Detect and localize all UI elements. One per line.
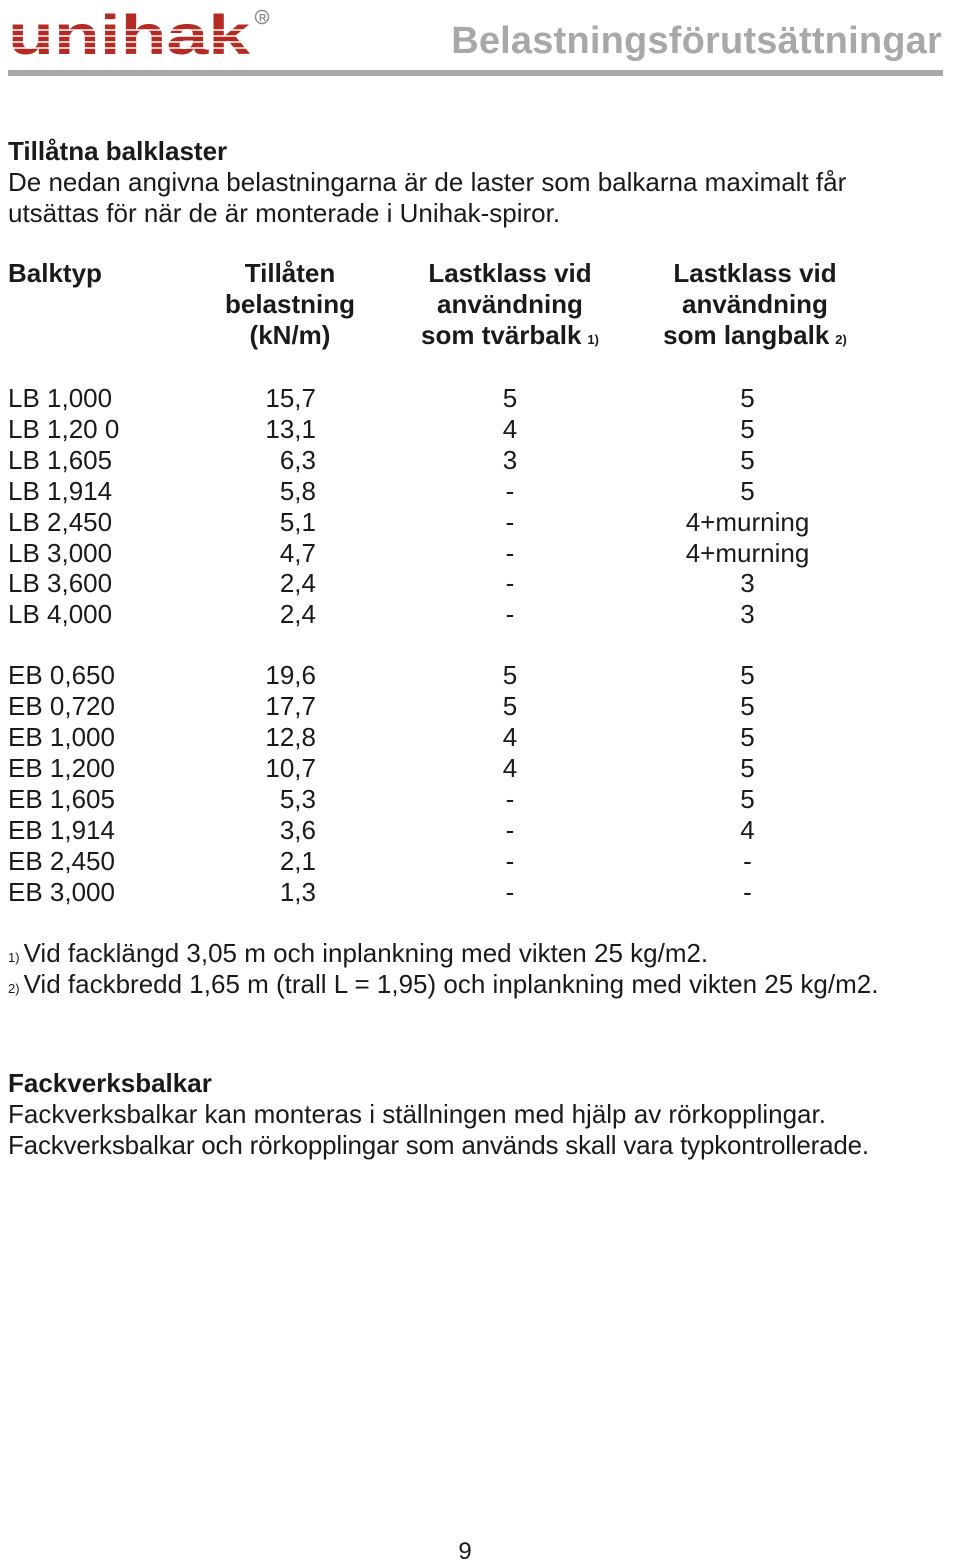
cell-beam-type: LB 4,000: [8, 599, 113, 630]
cell-allowed-load: 15,7: [265, 383, 316, 413]
truss-heading: Fackverksbalkar: [8, 1068, 212, 1098]
table-row: [0, 414, 960, 445]
cell-allowed-load: 13,1: [265, 413, 316, 444]
cell-longbeam-class: 3: [740, 599, 755, 630]
footnote-2: [8, 969, 908, 1000]
cell-allowed-load: 3,6: [279, 814, 316, 845]
cell-allowed-load: 5,3: [279, 783, 316, 814]
table-row: [0, 784, 960, 815]
header-divider: [8, 70, 943, 76]
cell-beam-type: EB 1,605: [8, 783, 115, 814]
cell-beam-type: LB 1,914: [8, 475, 113, 506]
footnote-1-text: Vid facklängd 3,05 m och inplankning med vikten 25 kg/m2.: [23, 938, 709, 968]
unihak-logo: [8, 8, 270, 60]
cell-beam-type: LB 1,000: [8, 383, 113, 413]
header-load-line2: belastning: [224, 289, 355, 319]
cell-crossbeam-class: -: [505, 568, 515, 599]
table-row: [0, 538, 960, 569]
cell-allowed-load: 12,8: [265, 722, 316, 752]
cell-longbeam-class: 4+murning: [685, 537, 810, 568]
cell-crossbeam-class: 4: [502, 722, 518, 752]
footnote-2-mark: 2): [8, 981, 20, 996]
header-tv-line2: användning: [437, 289, 583, 319]
cell-longbeam-class: 4: [740, 814, 755, 845]
cell-crossbeam-class: -: [505, 599, 515, 630]
cell-crossbeam-class: -: [505, 475, 515, 506]
cell-longbeam-class: 5: [740, 383, 755, 413]
cell-longbeam-class: 5: [740, 752, 755, 783]
svg-text:R: R: [259, 13, 267, 24]
cell-beam-type: EB 0,650: [8, 660, 115, 691]
cell-longbeam-class: 5: [740, 660, 755, 691]
page-number: 9: [458, 1538, 472, 1565]
cell-allowed-load: 6,3: [279, 444, 316, 475]
logo-wordmark: unihak: [8, 8, 252, 60]
cell-beam-type: LB 1,20 0: [8, 413, 120, 444]
cell-beam-type: EB 2,450: [8, 845, 115, 876]
cell-longbeam-class: 4+murning: [685, 506, 810, 537]
cell-beam-type: EB 3,000: [8, 876, 115, 907]
cell-allowed-load: 1,3: [279, 876, 316, 907]
cell-crossbeam-class: -: [505, 506, 515, 537]
footnote-1-mark: 1): [8, 950, 20, 965]
header-lang-line3-text: som langbalk: [663, 320, 830, 350]
cell-allowed-load: 10,7: [265, 752, 316, 783]
cell-beam-type: EB 1,914: [8, 814, 115, 845]
cell-crossbeam-class: -: [505, 783, 515, 814]
cell-crossbeam-class: -: [505, 537, 515, 568]
cell-longbeam-class: 5: [740, 413, 755, 444]
footnotes: [8, 938, 908, 1000]
header-type: Balktyp: [8, 258, 102, 288]
cell-longbeam-class: 5: [740, 783, 755, 814]
table-row: [0, 660, 960, 691]
truss-section: [8, 1068, 960, 1161]
header-longbeam-class: [640, 258, 870, 351]
intro-text: De nedan angivna belastningarna är de laster som balkarna maximalt får utsättas för när de är monterade i Unihak-spiror.: [8, 167, 847, 228]
header-tv-line3-text: som tvärbalk: [421, 320, 582, 350]
cell-crossbeam-class: 5: [502, 691, 518, 722]
cell-longbeam-class: 5: [740, 444, 755, 475]
table-row: [0, 722, 960, 753]
footnote-2-text: Vid fackbredd 1,65 m (trall L = 1,95) och inplankning med vikten 25 kg/m2.: [23, 969, 879, 999]
header-load-line1: Tillåten: [244, 258, 336, 288]
cell-longbeam-class: 5: [740, 475, 755, 506]
cell-longbeam-class: -: [743, 876, 752, 907]
cell-crossbeam-class: -: [505, 876, 515, 907]
cell-beam-type: LB 3,000: [8, 537, 113, 568]
footnote-ref-1: 1): [587, 332, 599, 347]
table-row: [0, 383, 960, 414]
table-row: [0, 815, 960, 846]
cell-beam-type: EB 0,720: [8, 691, 115, 722]
cell-beam-type: LB 3,600: [8, 568, 113, 599]
table-row: [0, 753, 960, 784]
table-row: [0, 846, 960, 877]
cell-allowed-load: 2,1: [279, 845, 316, 876]
cell-allowed-load: 5,1: [279, 506, 316, 537]
cell-crossbeam-class: 4: [502, 413, 518, 444]
cell-crossbeam-class: 5: [502, 383, 518, 413]
intro-heading: Tillåtna balklaster: [8, 136, 228, 166]
cell-crossbeam-class: 4: [502, 752, 518, 783]
header-lang-line3: [640, 320, 870, 351]
truss-line-1: Fackverksbalkar kan monteras i ställningen med hjälp av rörkopplingar.: [8, 1099, 826, 1129]
header-load-line3: (kN/m): [249, 320, 331, 350]
cell-beam-type: EB 1,000: [8, 722, 115, 752]
footnote-ref-2: 2): [835, 332, 847, 347]
cell-allowed-load: 5,8: [279, 475, 316, 506]
truss-line-2: Fackverksbalkar och rörkopplingar som används skall vara typkontrollerade.: [8, 1130, 869, 1160]
table-row: [0, 599, 960, 630]
table-row: [0, 445, 960, 476]
cell-longbeam-class: 5: [740, 691, 755, 722]
cell-crossbeam-class: -: [505, 814, 515, 845]
cell-beam-type: LB 1,605: [8, 444, 113, 475]
cell-crossbeam-class: 5: [502, 660, 518, 691]
header-tv-line1: Lastklass vid: [428, 258, 592, 288]
page-title: Belastningsförutsättningar: [451, 20, 942, 62]
cell-allowed-load: 17,7: [265, 691, 316, 722]
cell-crossbeam-class: 3: [502, 444, 518, 475]
header-load: [190, 258, 390, 351]
table-row: [0, 476, 960, 507]
intro-section: [8, 136, 938, 229]
cell-longbeam-class: -: [743, 845, 752, 876]
table-row: [0, 568, 960, 599]
table-row: [0, 691, 960, 722]
header-lang-line2: användning: [682, 289, 828, 319]
cell-longbeam-class: 5: [740, 722, 755, 752]
footnote-1: [8, 938, 908, 969]
cell-beam-type: EB 1,200: [8, 752, 115, 783]
cell-allowed-load: 2,4: [279, 568, 316, 599]
cell-beam-type: LB 2,450: [8, 506, 113, 537]
header-lang-line1: Lastklass vid: [673, 258, 837, 288]
header-tv-line3: [400, 320, 620, 351]
cell-allowed-load: 4,7: [279, 537, 316, 568]
cell-crossbeam-class: -: [505, 845, 515, 876]
cell-allowed-load: 19,6: [265, 660, 316, 691]
cell-longbeam-class: 3: [740, 568, 755, 599]
cell-allowed-load: 2,4: [279, 599, 316, 630]
table-row: [0, 877, 960, 908]
table-row: [0, 507, 960, 538]
header-crossbeam-class: [400, 258, 620, 351]
